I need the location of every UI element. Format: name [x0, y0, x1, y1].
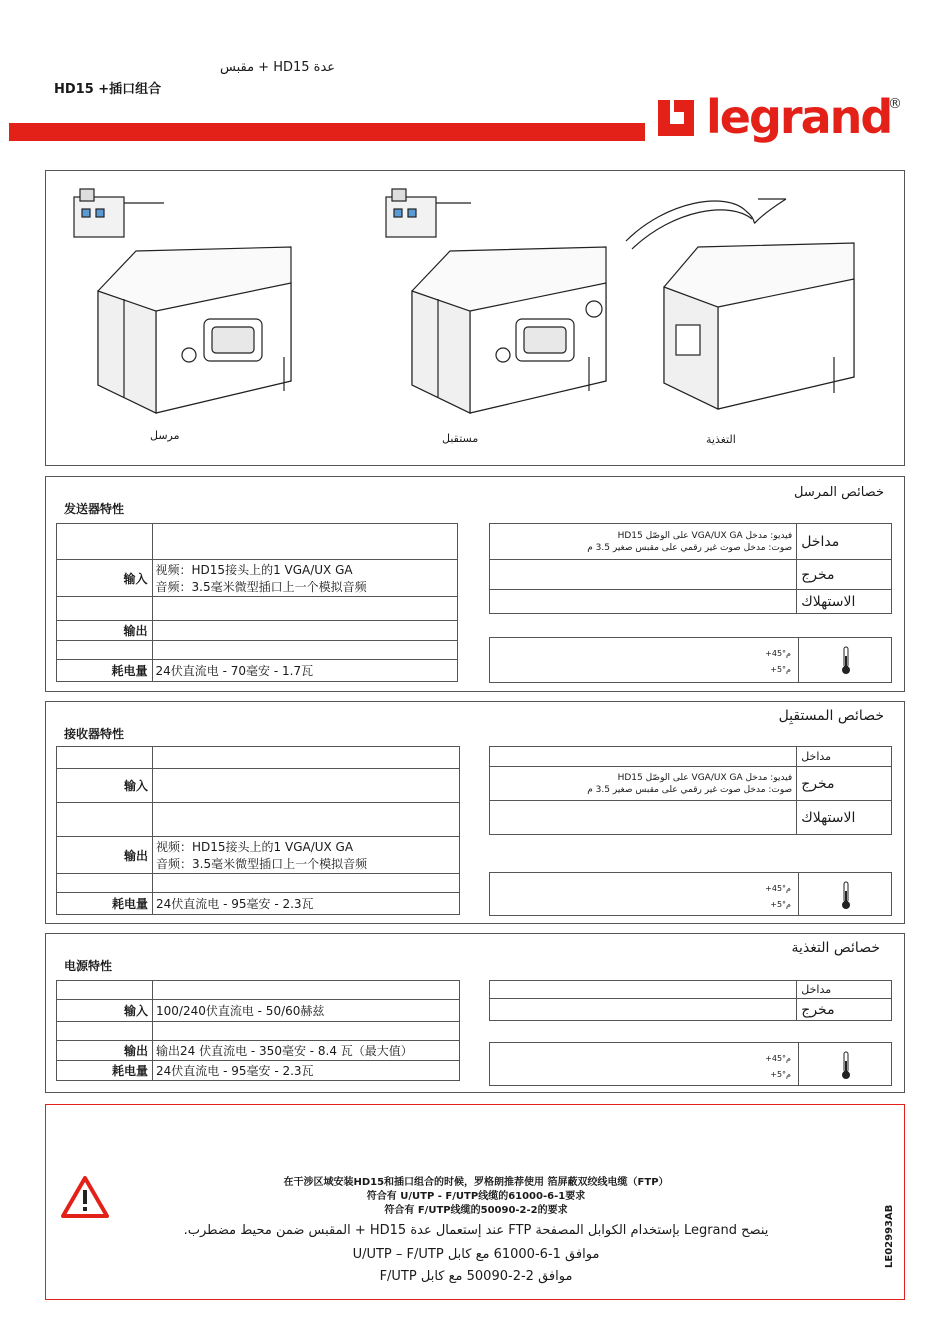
warning-cn-line2: 符合有 U/UTP - F/UTP线缆的61000-6-1要求: [366, 1191, 586, 1202]
table-row: [57, 524, 458, 560]
brand-name: legrand: [706, 90, 892, 144]
table-row: [57, 641, 458, 660]
table-row: [57, 981, 460, 1000]
title-arabic: عدة HD15 + مقبس: [220, 60, 336, 75]
input-audio: 音频：3.5毫米微型插口上一个模拟音频: [155, 580, 367, 594]
thermometer-icon: [839, 1051, 853, 1081]
table-row: [57, 747, 460, 769]
brand-registered: ®: [888, 96, 902, 112]
table-row: 输入 100/240伏直流电 - 50/60赫兹: [57, 1000, 460, 1022]
document-code: LE02993AB: [884, 1204, 895, 1268]
receiver-title-ar: خصائص المستقبِل: [778, 708, 884, 724]
terminal-block-icon: [74, 189, 164, 237]
input-video: 视频：HD15接头上的1 VGA/UX GA: [155, 563, 353, 577]
table-row: 耗电量 24伏直流电 - 95毫安 - 2.3瓦: [57, 893, 460, 915]
table-row: مداخل: [490, 981, 892, 999]
table-row: مخرج: [490, 999, 892, 1021]
warning-ar-line3: موافق 2-2-50090 مع كابل F/UTP: [379, 1269, 573, 1284]
table-row: فيديو: مدخل VGA/UX GA على الوصّل HD15 صوت: مدخل صوت غير رقمي على مقبس صغير 3.5 م مخرج: [490, 767, 892, 801]
receiver-temperature: +45°م +5°م: [489, 872, 892, 916]
title-chinese: HD15 +插口组合: [54, 82, 162, 97]
warning-ar-line2: موافق 1-6-61000 مع كابل U/UTP – F/UTP: [352, 1247, 600, 1262]
table-row: 输入: [57, 769, 460, 803]
table-row: 输入 视频：HD15接头上的1 VGA/UX GA 音频：3.5毫米微型插口上一个模拟音频: [57, 560, 458, 597]
receiver-title-cn: 接收器特性: [64, 727, 125, 741]
red-banner: [9, 123, 645, 141]
power-section: [45, 933, 905, 1093]
thermometer-icon: [839, 881, 853, 911]
receiver-caption: مستقبل: [442, 432, 479, 445]
table-row: مخرج: [490, 560, 892, 590]
table-row: 输出 输出24 伏直流电 - 350毫安 - 8.4 瓦（最大值）: [57, 1041, 460, 1061]
transmitter-temperature: +45°م +5°م: [489, 637, 892, 683]
thermometer-icon: [839, 646, 853, 676]
table-row: 耗电量 24伏直流电 - 70毫安 - 1.7瓦: [57, 660, 458, 682]
power-title-cn: 电源特性: [64, 959, 113, 973]
power-title-ar: خصائص التغذية: [791, 940, 880, 956]
receiver-cn-table: [56, 746, 460, 915]
receiver-ar-table: [489, 746, 892, 835]
table-row: 输出 视频：HD15接头上的1 VGA/UX GA 音频：3.5毫米微型插口上一个模拟音频: [57, 837, 460, 874]
power-cn-table: [56, 980, 460, 1081]
table-row: [57, 1022, 460, 1041]
transmitter-title-ar: خصائص المرسل: [794, 485, 884, 500]
table-row: الاستهلاك: [490, 801, 892, 835]
receiver-section: [45, 701, 905, 924]
power-caption: التغذية: [706, 433, 736, 446]
warning-cn-line3: 符合有 F/UTP线缆的50090-2-2的要求: [384, 1205, 568, 1216]
power-ar-table: [489, 980, 892, 1021]
table-row: [57, 874, 460, 893]
legrand-logo: [658, 90, 908, 156]
transmitter-section: [45, 476, 905, 692]
figure-panel: [45, 170, 905, 466]
product-illustration: [46, 171, 904, 465]
table-row: 输出: [57, 621, 458, 641]
warning-panel: [45, 1104, 905, 1300]
warning-cn-line1: 在干涉区域安装HD15和插口组合的时候，罗格朗推荐使用 箔屏蔽双绞线电缆（FTP）: [283, 1177, 669, 1188]
table-row: مداخل: [490, 747, 892, 767]
transmitter-caption: مرسل: [150, 429, 180, 442]
transmitter-cn-table: [56, 523, 458, 682]
table-row: [57, 597, 458, 621]
table-row: فيديو: مدخل VGA/UX GA على الوصّل HD15 صوت: مدخل صوت غير رقمي على مقبس صغير 3.5 م مداخل: [490, 524, 892, 560]
transmitter-ar-table: [489, 523, 892, 614]
table-row: 耗电量 24伏直流电 - 95毫安 - 2.3瓦: [57, 1061, 460, 1081]
table-row: [57, 803, 460, 837]
transmitter-title-cn: 发送器特性: [64, 502, 125, 516]
power-temperature: +45°م +5°م: [489, 1042, 892, 1086]
warning-ar-line1: ينصح Legrand بإستخدام الكوابل المصفحة FTP عند إستعمال عدة HD15 + المقبس ضمن محيط مضطرب.: [183, 1223, 769, 1238]
table-row: الاستهلاك: [490, 590, 892, 614]
